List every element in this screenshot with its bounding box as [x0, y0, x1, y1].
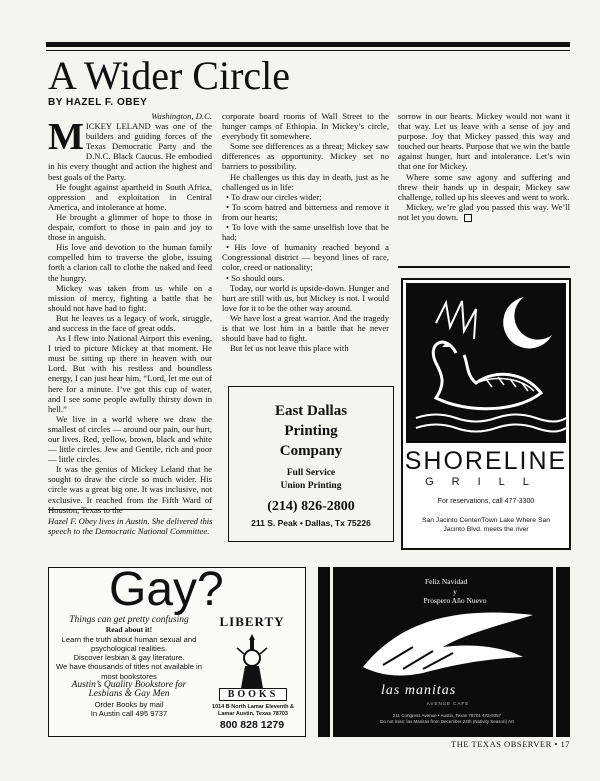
paragraph: sorrow in our hearts. Mickey would not want it that way. Let us leave with a sense of joy and purpose. Joy that Mickey passed this way and touched our hearts. Purpose that we win the battle against hunger, hurt and intolerance. Let’s win that one for Mickey.	[398, 111, 570, 172]
ad-call: In Austin call 495 9737	[90, 708, 168, 718]
ad-shoreline-grill[interactable]	[401, 278, 571, 550]
article-column-3	[398, 111, 570, 222]
ad-name-line: East Dallas	[274, 403, 348, 419]
bio-rule	[48, 509, 212, 510]
shoreline-location: San Jacinto Center/Town Lake Where San Jacinto Blvd. meets the river	[421, 517, 551, 533]
shoreline-sub: GRILL	[425, 476, 547, 488]
ad-phone: (214) 826-2800	[267, 499, 355, 514]
paragraph: He challenges us this day in death, just as he challenged us in life:	[222, 171, 389, 192]
paragraph: He brought a glimmer of hope to those in despair, comfort to those in pain and joy to those in anguish.	[48, 211, 212, 243]
dateline: Washington, D.C.	[151, 111, 212, 121]
article-title: A Wider Circle	[48, 53, 291, 98]
greeting-prospero: y Prospero Año Nuevo	[423, 587, 487, 605]
ad-service: Full Service	[286, 468, 336, 478]
list-item: • So should ours.	[226, 272, 285, 283]
paragraph: Some see differences as a threat; Mickey saw differences as opportunity. Mickey set no barriers to possibility.	[222, 141, 389, 172]
bullet-list	[222, 192, 389, 283]
ad-line: We have thousands of titles not available in most bookstores	[56, 662, 202, 681]
paragraph: But let us not leave this place with	[230, 343, 349, 354]
ad-las-manitas[interactable]	[333, 567, 553, 737]
paragraph: Today, our world is upside-down. Hunger and hurt are still with us, but Mickey is not. I would love for it to be the other way around.	[222, 282, 389, 313]
paragraph: corporate board rooms of Wall Street to the hunger camps of Ethiopia. In Mickey’s circle, everybody fit somewhere.	[222, 111, 389, 142]
paragraph: Mickey, we’re glad you passed this way. We’ll not let you down.	[398, 201, 570, 222]
paragraph: Mickey was taken from us while on a mission of mercy, fighting a battle that he should not have had to fight.	[48, 282, 212, 313]
article-byline: BY HAZEL F. OBEY	[48, 97, 148, 108]
ad-name-line: Printing	[284, 423, 338, 439]
las-manitas-logo: las manitas	[381, 683, 457, 698]
paragraph: Where some saw agony and suffering and threw their hands up in despair, Mickey saw challenge, rolled up his sleeves and went to work.	[398, 171, 570, 202]
list-item: • To love with the same unselfish love that he had;	[222, 222, 389, 243]
ad-address: 211 S. Peak • Dallas, Tx 75226	[251, 518, 371, 528]
list-item: • His love of humanity reached beyond a Congressional district — beyond lines of race, color, creed or nationality;	[222, 242, 389, 273]
las-manitas-address: 211 Congress Avenue • Austin, Texas 78701 472-9357 Do not miss: las Manitas from December 24th (Nativity Season) Art	[380, 713, 514, 724]
column-rule	[398, 266, 570, 268]
paragraph: He fought against apartheid in South Africa, oppression and exploitation in Central America, and intolerance at home.	[48, 181, 212, 212]
paragraph: MICKEY LELAND was one of the builders and guiding forces of the Texas Democratic Party and the D.N.C. Black Caucus. He embodied in his every thought and action the highest and best goals of the Party.	[48, 116, 212, 182]
liberty-address: 1014 B North Lamar Eleventh & Lamar Austin, Texas 78703	[212, 704, 294, 717]
drop-cap: M	[48, 116, 84, 159]
greeting-feliz-navidad: Feliz Navidad	[425, 577, 468, 586]
paragraph: We have lost a great warrior. And the tragedy is that we lost him in a battle that he never should have had to fight.	[222, 312, 389, 344]
ad-line: Learn the truth about human sexual and psychological realities.	[61, 634, 197, 653]
ad-read: Read about it!	[105, 625, 153, 635]
paragraph: It was the genius of Mickey Leland that he sought to draw the circle so much wider. His circle was a great big one. It was inclusive, not exclusive. It reached from the Fifth Ward of	[48, 464, 212, 505]
ad-headline: Gay?	[109, 563, 224, 616]
las-manitas-sub: AVENUE CAFE	[426, 701, 470, 706]
liberty-phone: 800 828 1279	[219, 719, 285, 731]
ad-tagline: Things can get pretty confusing	[69, 615, 189, 625]
ad-name-line: Company	[279, 443, 343, 459]
books-label: BOOKS	[219, 688, 287, 701]
ad-border-right	[556, 567, 570, 737]
page-footer: THE TEXAS OBSERVER • 17	[451, 739, 570, 749]
ad-copy	[55, 616, 203, 718]
ad-service: Union Printing	[280, 481, 342, 491]
swan-illustration	[406, 283, 566, 443]
ad-liberty-books[interactable]	[48, 563, 306, 737]
liberty-title: LIBERTY	[219, 614, 285, 629]
author-bio: Hazel F. Obey lives in Austin. She delivered this speech to the Democratic National Committee.	[48, 516, 213, 537]
article-column-2	[222, 111, 389, 353]
paragraph: His love and devotion to the human family compelled him to traverse the globe, issuing forth a clarion call to clothe the naked and feed the hungry.	[48, 242, 212, 283]
end-mark-icon	[464, 214, 472, 222]
ad-order: Order Books by mail	[94, 699, 164, 709]
header-rule-thin	[46, 50, 570, 51]
ad-east-dallas-printing[interactable]	[228, 386, 394, 542]
paragraph: We live in a world where we draw the smallest of circles — around our pain, our hurt, our lives. Red, yellow, brown, black and white — little circles. Jew and Gentile, rich and poor — little circles.	[48, 413, 212, 465]
article-column-1	[48, 111, 212, 515]
shoreline-reservations: For reservations, call 477-3300	[437, 498, 535, 505]
list-item: • To draw our circles wider;	[226, 191, 322, 202]
paragraph: But he leaves us a legacy of work, struggle, and success in the face of great odds.	[48, 312, 212, 333]
dove-icon	[343, 607, 543, 683]
ad-line: Discover lesbian & gay literature.	[73, 653, 185, 663]
swan-moon-icon	[406, 283, 566, 443]
list-item: • To scorn hatred and bitterness and remove it from our hearts;	[222, 201, 389, 222]
header-rule	[46, 42, 570, 47]
statue-of-liberty-icon	[229, 630, 275, 688]
ad-store: Austin’s Quality Bookstore for Lesbians & Gay Men	[71, 680, 187, 700]
ad-border-left	[318, 567, 330, 737]
shoreline-name: SHORELINE	[404, 447, 568, 475]
paragraph: As I flew into National Airport this evening, I tried to picture Mickey at that moment. He must be sitting up there in heaven with our Lord. But with his restless and boundless energy, I can just hear him, “Lord, let me out of here for a minute. I’ve got this cup of water, and I see some people awfully thirsty down in hell.”	[48, 333, 212, 414]
